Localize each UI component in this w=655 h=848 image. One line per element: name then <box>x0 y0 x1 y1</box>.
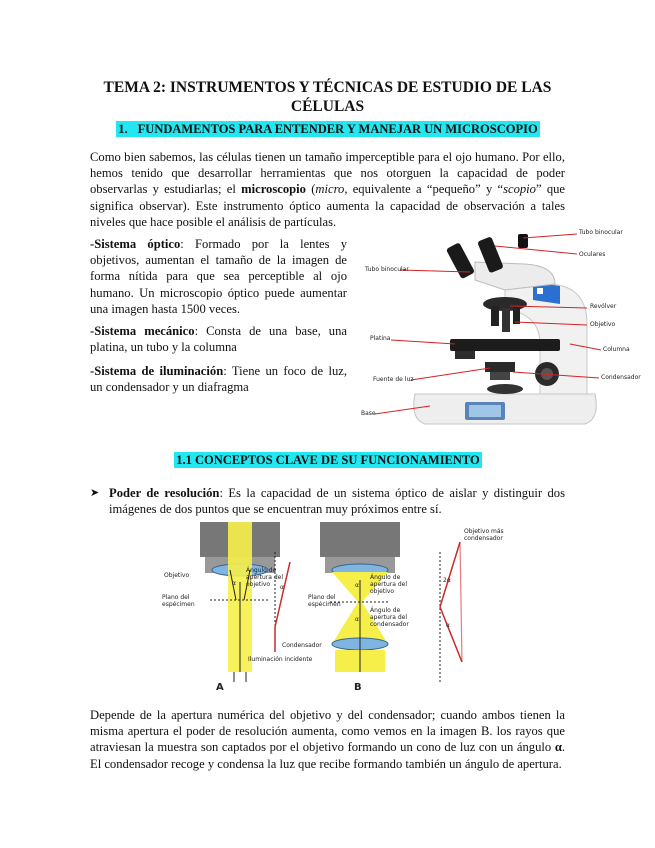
section-1-heading <box>88 122 568 137</box>
section-1-1-title: 1.1 CONCEPTOS CLAVE DE SU FUNCIONAMIENTO <box>176 453 480 467</box>
resolution-figure <box>150 522 570 697</box>
poder-resolucion-label: Poder de resolución <box>109 486 220 500</box>
label-platina: Platina <box>370 335 391 342</box>
page-title <box>90 78 565 116</box>
micro-term: micro <box>315 182 345 197</box>
resolution-diagram <box>150 522 570 697</box>
fig-label-objetivo-mas: Objetivo más condensador <box>464 528 504 542</box>
fig-label-plano-a: Plano del espécimen <box>162 594 195 608</box>
intro-paragraph: Como bien sabemos, las células tienen un tamaño imperceptible para el ojo humano. Por ello, hemos tenido que desarrollar herramientas que nos otorguen la capacidad de poder observarlas y estudiarlas; el microscopio (micro, equivalente a “pequeño” y “scopio” que significa observar). Este instrumento óptico aumenta la capacidad de observación a tales niveles que hace posible el análisis de partículas. <box>90 150 566 229</box>
alpha-symbol: α <box>554 740 562 755</box>
fig-label-angulo-obj: Ángulo de apertura del objetivo <box>370 574 408 595</box>
fig-label-objetivo: Objetivo <box>164 572 190 579</box>
poder-resolucion-item: ➤ Poder de resolución: Es la capacidad de un sistema óptico de aislar y distinguir dos imágenes de dos puntos que se encuentran muy próximos entre sí. <box>90 486 565 516</box>
fig-alpha-ray-b: α <box>446 622 450 629</box>
scopio-term: scopio <box>503 182 536 197</box>
microscopio-term: microscopio <box>241 182 306 197</box>
microscope-drawing <box>355 224 655 434</box>
sistema-mecanico-paragraph: -Sistema mecánico: Consta de una base, una platina, un tubo y la columna <box>90 324 347 355</box>
fig-label-b: B <box>354 682 362 693</box>
fig-two-alpha: 2α <box>443 577 451 584</box>
label-condensador: Condensador <box>601 374 641 381</box>
fig-label-angulo-cond: Ángulo de apertura del condensador <box>370 607 409 628</box>
label-base: Base <box>361 410 376 417</box>
fig-alpha-a: α <box>232 580 236 587</box>
title-line-2: CÉLULAS <box>290 98 365 115</box>
section-1-number: 1. <box>118 122 128 136</box>
label-oculares: Oculares <box>579 251 606 258</box>
sistema-iluminacion-paragraph: -Sistema de iluminación: Tiene un foco de luz, un condensador y un diafragma <box>90 364 347 395</box>
fig-label-a: A <box>216 682 224 693</box>
fig-label-plano-b: Plano del espécimen <box>308 594 341 608</box>
fig-alpha-b-bottom: α <box>355 616 359 623</box>
final-paragraph: Depende de la apertura numérica del objetivo y del condensador; cuando ambos tienen la misma apertura el poder de resolución aumenta, como vemos en la imagen B. los rayos que atraviesan la muestra son captados por el objetivo formando un cono de luz con un ángulo α. El condensador recoge y condensa la luz que recibe formando también un ángulo de apertura. <box>90 708 565 771</box>
sistema-optico-paragraph: -Sistema óptico: Formado por la lentes y objetivos, aumentan el tamaño de la imagen de forma nítida para que sea perceptible al ojo humano. Un microscopio óptico puede aumentar una imagen hasta 1500 veces. <box>90 237 348 316</box>
fig-label-iluminacion: Iluminación incidente <box>248 656 313 663</box>
section-1-title: FUNDAMENTOS PARA ENTENDER Y MANEJAR UN MICROSCOPIO <box>137 122 538 136</box>
title-line-1: TEMA 2: INSTRUMENTOS Y TÉCNICAS DE ESTUDIO DE LAS <box>103 79 552 96</box>
label-revolver: Revólver <box>590 303 617 310</box>
fig-label-condensador: Condensador <box>282 642 322 649</box>
sistema-optico-label: -Sistema óptico <box>90 237 181 251</box>
sistema-iluminacion-label: -Sistema de iluminación <box>90 364 224 378</box>
fig-alpha-ray-a: α <box>280 584 284 591</box>
label-tubo-binocular-top: Tubo binocular <box>579 229 623 236</box>
label-tubo-binocular-left: Tubo binocular <box>365 266 409 273</box>
sistema-mecanico-label: -Sistema mecánico <box>90 324 195 338</box>
microscope-figure <box>355 224 655 434</box>
label-columna: Columna <box>603 346 630 353</box>
label-fuente-luz: Fuente de luz <box>373 376 414 383</box>
section-1-1-heading <box>88 453 568 468</box>
fig-label-angulo-cono: Ángulo de apertura del objetivo <box>246 567 284 588</box>
label-objetivo: Objetivo <box>590 321 616 328</box>
arrow-bullet-icon: ➤ <box>90 486 100 499</box>
fig-alpha-b-top: α <box>355 582 359 589</box>
